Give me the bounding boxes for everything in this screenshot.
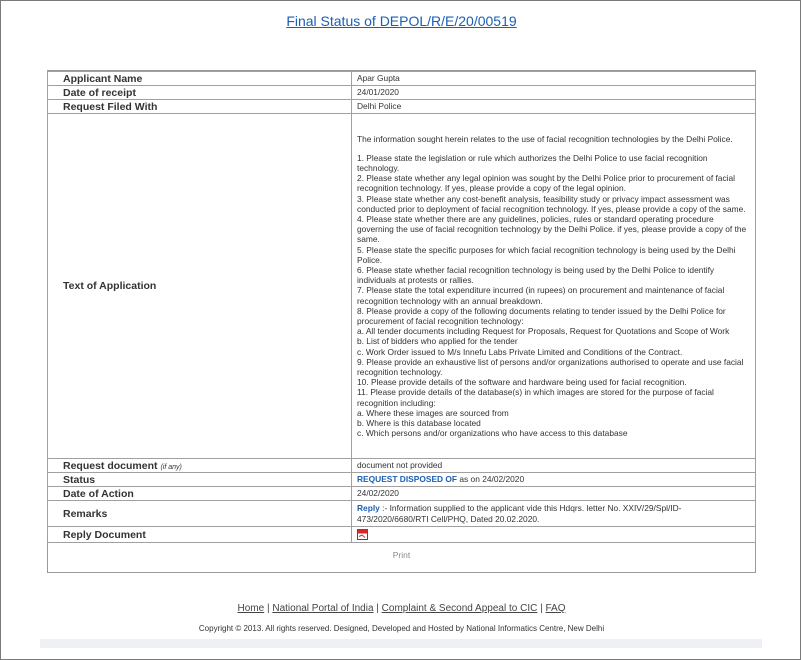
status-value: [352, 473, 756, 487]
application-line: 3. Please state whether any cost-benefit analysis, feasibility study or privacy impact assessment was conducted prior to deployment of facial recognition technology. If yes, please provide a copy of the same.: [357, 193, 746, 214]
request-document-note: (if any): [160, 463, 182, 471]
application-line: 11. Please provide details of the database(s) in which images are stored for the purpose of facial recognition including:: [357, 387, 714, 408]
status-label: Status: [48, 473, 352, 487]
request-document-label-text: Request document: [63, 459, 158, 472]
application-line: c. Work Order issued to M/s Innefu Labs Private Limited and Conditions of the Contract.: [357, 346, 683, 357]
pdf-icon[interactable]: [357, 529, 368, 540]
application-line: 6. Please state whether facial recognition technology is being used by the Delhi Police to identify individuals at protests or rallies.: [357, 264, 715, 286]
application-intro: The information sought herein relates to the use of facial recognition technologies by the Delhi Police.: [357, 133, 733, 144]
request-filed-with-value: Delhi Police: [352, 100, 756, 114]
applicant-name-value: Apar Gupta: [352, 72, 756, 86]
reply-label: Reply: [357, 503, 380, 514]
table-row: [48, 72, 756, 86]
application-line: a. All tender documents including Request for Proposals, Request for Quotations and Scope of Work: [357, 326, 730, 337]
table-row: [48, 100, 756, 114]
request-document-label: [48, 459, 352, 473]
status-disposed: REQUEST DISPOSED OF: [357, 474, 458, 485]
date-action-value: 24/02/2020: [352, 487, 756, 501]
reply-document-value: [352, 527, 756, 543]
application-line: 5. Please state the specific purposes for which facial recognition technology is being used by the Delhi Police.: [357, 244, 736, 265]
table-row: [48, 114, 756, 459]
application-line: 2. Please state whether any legal opinion was sought by the Delhi Police prior to procurement of facial recognition technology. If yes, please provide a copy of the legal opinion.: [357, 173, 736, 194]
application-line: 8. Please provide a copy of the following documents relating to tender issued by the Delhi Police for procurement of facial recognition technology:: [357, 305, 726, 326]
request-filed-with-label: Request Filed With: [48, 100, 352, 114]
text-of-application-label: Text of Application: [48, 114, 352, 459]
application-lines: [357, 153, 750, 439]
table-row: [48, 487, 756, 501]
date-receipt-label: Date of receipt: [48, 86, 352, 100]
application-line: 9. Please provide an exhaustive list of persons and/or organizations authorised to operate and use facial recognition technology.: [357, 356, 744, 378]
application-line: 4. Please state whether there are any guidelines, policies, rules or standard operating procedure governing the use of facial recognition technology by the Delhi Police. if yes, please provide a copy of the same.: [357, 213, 747, 245]
date-receipt-value: 24/01/2020: [352, 86, 756, 100]
application-line: 10. Please provide details of the software and hardware being used for facial recognition.: [357, 377, 687, 388]
print-button[interactable]: Print: [392, 550, 411, 560]
table-row: [48, 473, 756, 487]
application-line: a. Where these images are sourced from: [357, 407, 509, 418]
footer-link-complaint[interactable]: Complaint & Second Appeal to CIC: [381, 603, 538, 614]
footer-sep: |: [264, 603, 273, 614]
footer-sep: |: [537, 603, 546, 614]
status-table: [47, 71, 756, 543]
footer-links: [0, 603, 803, 614]
text-of-application-value: [352, 114, 756, 459]
application-line: b. List of bidders who applied for the tender: [357, 336, 518, 347]
page-title: Final Status of DEPOL/R/E/20/00519: [286, 13, 517, 29]
footer-link-faq[interactable]: FAQ: [545, 603, 566, 614]
reply-text: :- Information supplied to the applicant vide this Hdqrs. letter No. XXIV/29/Spl/ID-473/2020/6680/RTI Cell/PHQ, Dated 20.02.2020.: [357, 503, 682, 524]
application-line: 7. Please state the total expenditure incurred (in rupees) on procurement and maintenance of facial recognition technology with an annual breakdown.: [357, 285, 725, 306]
footer-link-home[interactable]: Home: [237, 603, 265, 614]
remarks-label: Remarks: [48, 501, 352, 527]
copyright-text: Copyright © 2013. All rights reserved. Designed, Developed and Hosted by National Informatics Centre, New Delhi: [198, 624, 605, 633]
footer-sep: |: [373, 603, 382, 614]
status-date: as on 24/02/2020: [457, 474, 525, 485]
table-row: [48, 527, 756, 543]
date-action-label: Date of Action: [48, 487, 352, 501]
reply-document-label: Reply Document: [48, 527, 352, 543]
application-line: b. Where is this database located: [357, 418, 481, 429]
application-line: 1. Please state the legislation or rule which authorizes the Delhi Police to use facial recognition technology.: [357, 152, 708, 173]
table-row: [48, 459, 756, 473]
request-document-value: document not provided: [352, 459, 756, 473]
application-line: c. Which persons and/or organizations who have access to this database: [357, 428, 628, 439]
remarks-value: [352, 501, 756, 527]
table-row: [48, 501, 756, 527]
applicant-name-label: Applicant Name: [48, 72, 352, 86]
table-row: [48, 86, 756, 100]
footer-link-national-portal[interactable]: National Portal of India: [272, 603, 374, 614]
footer-bar: [40, 639, 762, 648]
